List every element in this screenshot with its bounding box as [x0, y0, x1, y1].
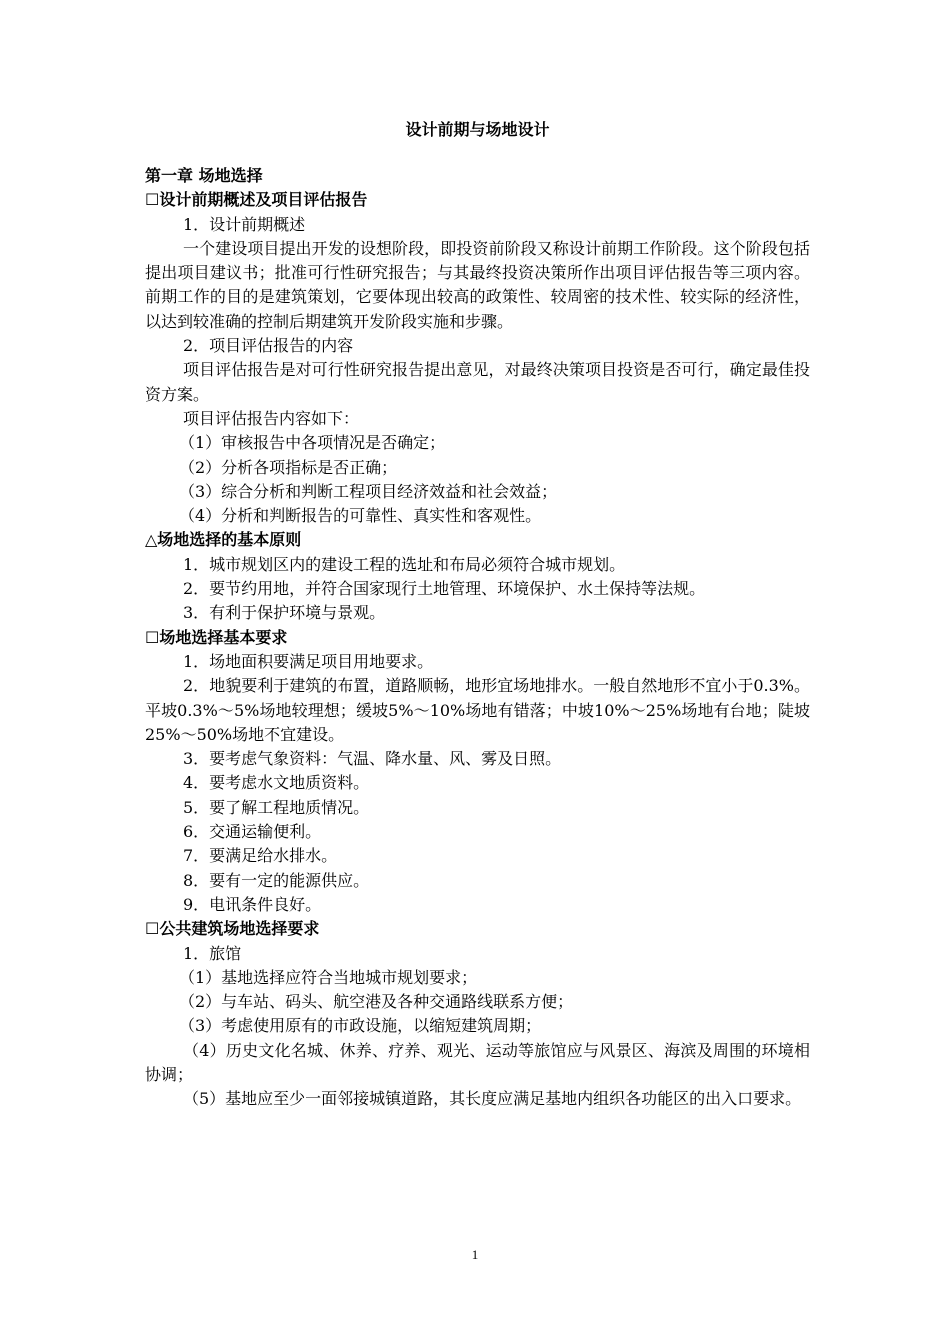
list-item: 7．要满足给水排水。 — [183, 846, 338, 866]
list-item: 2．要节约用地，并符合国家现行土地管理、环境保护、水土保持等法规。 — [183, 579, 706, 599]
document-body — [145, 164, 810, 1112]
section-heading: ☐公共建筑场地选择要求 — [145, 919, 320, 939]
list-item: （1）基地选择应符合当地城市规划要求； — [179, 967, 478, 987]
list-item: 3．有利于保护环境与景观。 — [183, 603, 386, 623]
subheading: 1．旅馆 — [183, 943, 242, 963]
subheading: 2．项目评估报告的内容 — [183, 336, 354, 356]
list-item: （3）综合分析和判断工程项目经济效益和社会效益； — [179, 481, 558, 501]
list-item: 1．城市规划区内的建设工程的选址和布局必须符合城市规划。 — [183, 554, 626, 574]
list-item: 1．场地面积要满足项目用地要求。 — [183, 651, 434, 671]
document-title: 设计前期与场地设计 — [405, 120, 550, 139]
list-item: （1）审核报告中各项情况是否确定； — [179, 433, 446, 453]
list-item: 4．要考虑水文地质资料。 — [183, 773, 370, 793]
list-item: 3．要考虑气象资料：气温、降水量、风、雾及日照。 — [183, 749, 562, 769]
list-item: （2）与车站、码头、航空港及各种交通路线联系方便； — [179, 992, 574, 1012]
list-item: （3）考虑使用原有的市政设施，以缩短建筑周期； — [179, 1016, 542, 1036]
subheading: 1．设计前期概述 — [183, 214, 306, 234]
list-item: （2）分析各项指标是否正确； — [179, 457, 398, 477]
list-item: （4）分析和判断报告的可靠性、真实性和客观性。 — [179, 506, 542, 526]
section-heading: △场地选择的基本原则 — [145, 530, 302, 550]
section-heading: ☐场地选择基本要求 — [145, 627, 288, 647]
paragraph: 一个建设项目提出开发的设想阶段，即投资前阶段又称设计前期工作阶段。这个阶段包括提出项目建议书；批准可行性研究报告；与其最终投资决策所作出项目评估报告等三项内容。前期工作的目的是建筑策划，它要体现出较高的政策性、较周密的技术性、较实际的经济性，以达到较准确的控制后期建筑开发阶段实施和步骤。 — [145, 238, 810, 331]
list-intro: 项目评估报告内容如下： — [183, 408, 360, 428]
section-heading: ☐设计前期概述及项目评估报告 — [145, 190, 368, 210]
paragraph: 项目评估报告是对可行性研究报告提出意见，对最终决策项目投资是否可行，确定最佳投资方案。 — [145, 360, 810, 404]
chapter-heading: 第一章 场地选择 — [145, 166, 263, 185]
list-item: 9．电讯条件良好。 — [183, 894, 322, 914]
list-item: （5）基地应至少一面邻接城镇道路，其长度应满足基地内组织各功能区的出入口要求。 — [183, 1089, 802, 1109]
list-item: 5．要了解工程地质情况。 — [183, 797, 370, 817]
list-item: 2．地貌要利于建筑的布置，道路顺畅，地形宜场地排水。一般自然地形不宜小于0.3%。平坡0.3%～5%场地较理想；缓坡5%～10%场地有错落；中坡10%～25%场地有台地；陡坡25%～50%场地不宜建设。 — [145, 676, 810, 744]
page-number: 1 — [471, 1247, 479, 1262]
list-item: 8．要有一定的能源供应。 — [183, 870, 370, 890]
list-item: （4）历史文化名城、休养、疗养、观光、运动等旅馆应与风景区、海滨及周围的环境相协调； — [145, 1040, 810, 1084]
list-item: 6．交通运输便利。 — [183, 822, 322, 842]
